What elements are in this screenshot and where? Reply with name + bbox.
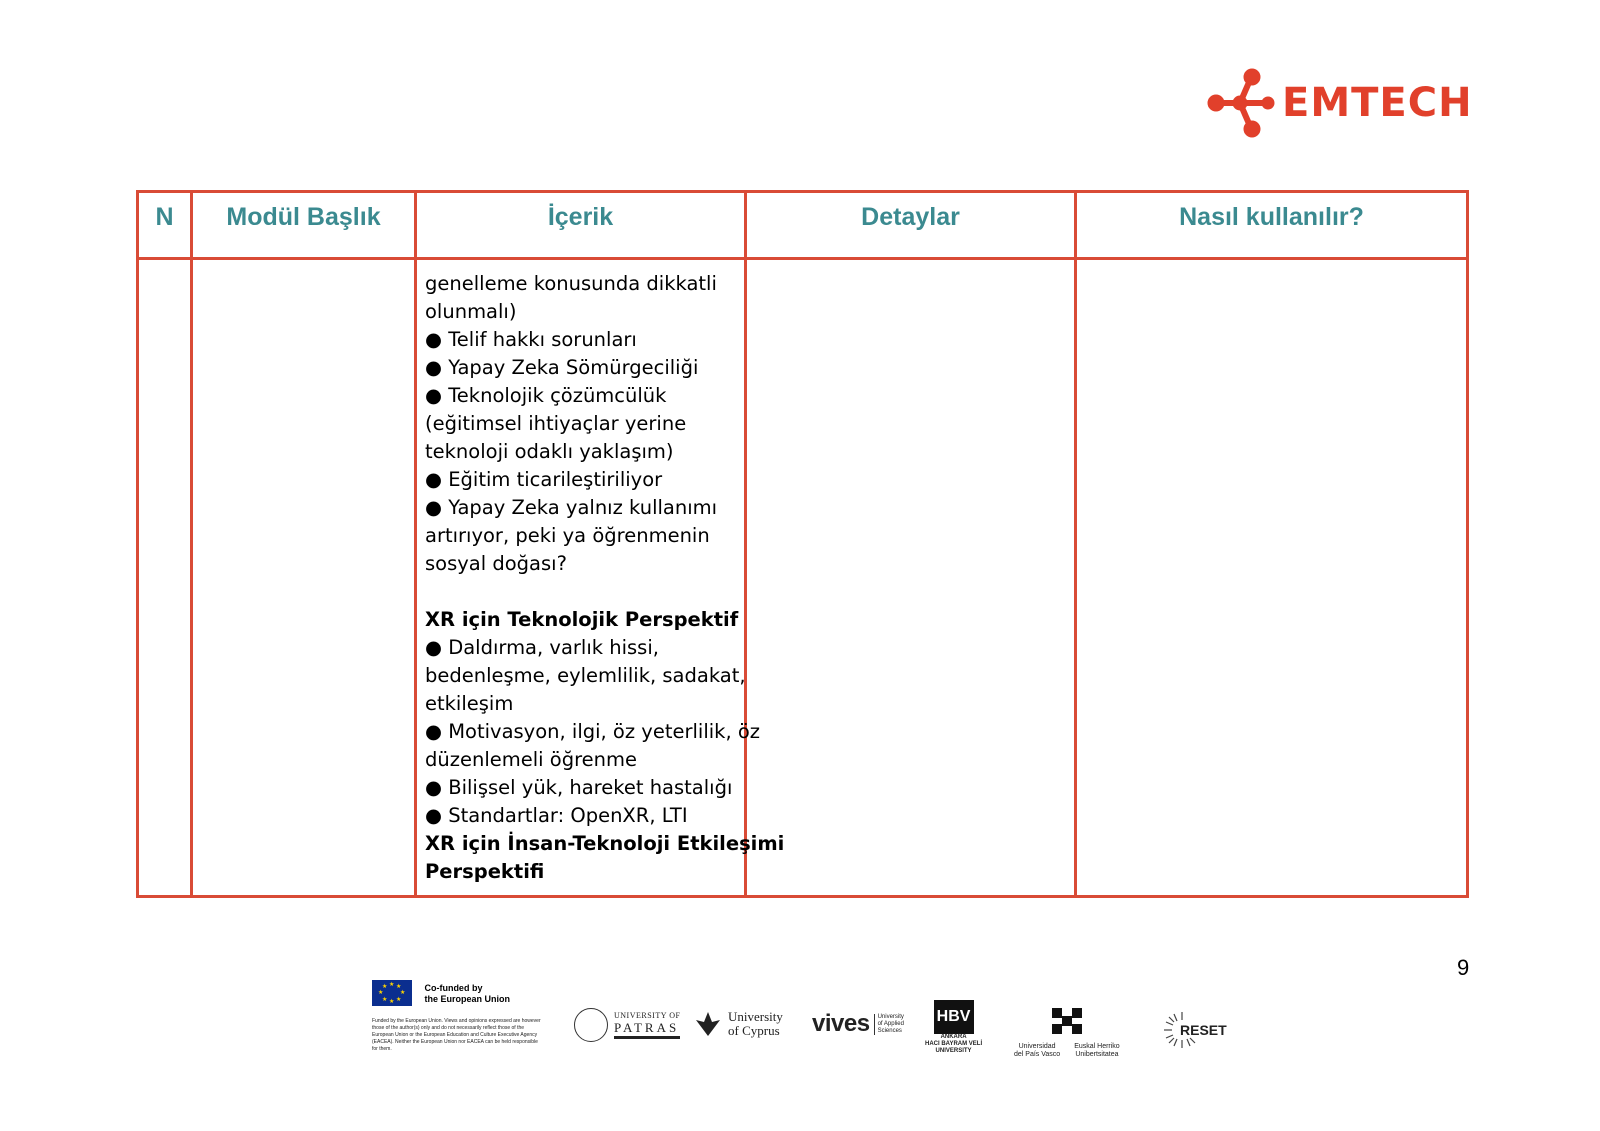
ehu-emblem-icon — [1048, 1006, 1086, 1036]
table-row — [138, 259, 1468, 897]
content-line: ● Bilişsel yük, hareket hastalığı — [425, 776, 733, 799]
ehu-line: Unibertsitatea — [1075, 1051, 1119, 1058]
content-line: ● Teknolojik çözümcülük — [425, 384, 667, 407]
paragraph-gap — [425, 578, 736, 606]
header-content: İçerik — [416, 192, 746, 259]
content-line: ● Standartlar: OpenXR, LTI — [425, 804, 688, 827]
section-title-xr-hci-cont: Perspektifi — [425, 860, 545, 883]
header-details: Detaylar — [746, 192, 1076, 259]
section-title-xr-tech: XR için Teknolojik Perspektif — [425, 608, 739, 631]
emtech-wordmark: EMTECH — [1282, 80, 1473, 126]
table-header-row — [138, 192, 1468, 259]
eu-title-line: the European Union — [424, 994, 510, 1004]
patras-logo — [574, 1008, 680, 1042]
ehu-logo — [1014, 1006, 1120, 1059]
patras-line: UNIVERSITY OF — [614, 1011, 681, 1020]
eu-flag-icon: ★ ★ ★ ★ ★ ★ ★ ★ — [372, 980, 412, 1006]
content-line: ● Daldırma, varlık hissi, — [425, 636, 659, 659]
cyprus-logo — [694, 1010, 783, 1038]
vives-line: Sciences — [877, 1027, 902, 1034]
hbv-mark: HBV — [934, 1000, 974, 1034]
reset-wordmark: RESET — [1180, 1022, 1227, 1038]
vives-wordmark: vives — [812, 1010, 870, 1037]
content-line: sosyal doğası? — [425, 552, 567, 575]
content-line: teknoloji odaklı yaklaşım) — [425, 440, 674, 463]
content-line: (eğitimsel ihtiyaçlar yerine — [425, 412, 687, 435]
hbv-line: UNIVERSITY — [935, 1048, 972, 1054]
section-title-xr-hci: XR için İnsan-Teknoloji Etkileşimi — [425, 832, 785, 855]
cell-details — [746, 259, 1076, 897]
module-table — [136, 190, 1469, 898]
content-line: etkileşim — [425, 692, 514, 715]
content-line: ● Telif hakkı sorunları — [425, 328, 637, 351]
cell-how-to-use — [1076, 259, 1468, 897]
eu-cofunded-block — [372, 980, 542, 1053]
emtech-logo — [1206, 66, 1476, 140]
content-line: ● Motivasyon, ilgi, öz yeterlilik, öz — [425, 720, 761, 743]
content-line: artırıyor, peki ya öğrenmenin — [425, 524, 710, 547]
hbv-line: HACI BAYRAM VELİ — [925, 1041, 983, 1047]
emtech-molecule-icon — [1206, 66, 1280, 140]
content-line: genelleme konusunda dikkatli — [425, 272, 717, 295]
eu-disclaimer: Funded by the European Union. Views and opinions expressed are however those of the author(s) only and do not necessarily reflect those of the European Union or the European Education and Culture Executive Agency (EACEA). Neither the European Union nor EACEA can be held responsible for them. — [372, 1018, 541, 1052]
content-line: ● Yapay Zeka Sömürgeciliği — [425, 356, 699, 379]
content-line: olunmalı) — [425, 300, 517, 323]
header-how-to-use: Nasıl kullanılır? — [1076, 192, 1468, 259]
patras-line: PATRAS — [614, 1020, 680, 1039]
page-number: 9 — [1457, 955, 1470, 980]
cell-content — [416, 259, 785, 897]
cyprus-line: of Cyprus — [728, 1023, 780, 1038]
vives-line: University — [877, 1013, 904, 1020]
content-line: düzenlemeli öğrenme — [425, 748, 638, 771]
patras-seal-icon — [574, 1008, 608, 1042]
header-module-title: Modül Başlık — [192, 192, 416, 259]
content-line: ● Yapay Zeka yalnız kullanımı — [425, 496, 718, 519]
eu-title — [424, 983, 510, 1005]
ehu-line: Universidad — [1018, 1043, 1056, 1050]
header-n: N — [138, 192, 192, 259]
content-line: bedenleşme, eylemlilik, sadakat, — [425, 664, 746, 687]
ehu-line: del País Vasco — [1014, 1051, 1061, 1058]
hbv-logo — [925, 1000, 982, 1055]
vives-logo — [812, 1010, 904, 1038]
footer-logos — [372, 980, 1252, 1070]
vives-line: of Applied — [877, 1020, 904, 1027]
cell-n — [138, 259, 192, 897]
cyprus-line: University — [728, 1009, 783, 1024]
reset-logo — [1162, 1010, 1227, 1050]
eu-title-line: Co-funded by — [424, 983, 483, 993]
content-line: ● Eğitim ticarileştiriliyor — [425, 468, 663, 491]
cell-module-title — [192, 259, 416, 897]
hbv-line: ANKARA — [940, 1034, 967, 1040]
cyprus-emblem-icon — [694, 1010, 722, 1038]
ehu-line: Euskal Herriko — [1074, 1043, 1120, 1050]
